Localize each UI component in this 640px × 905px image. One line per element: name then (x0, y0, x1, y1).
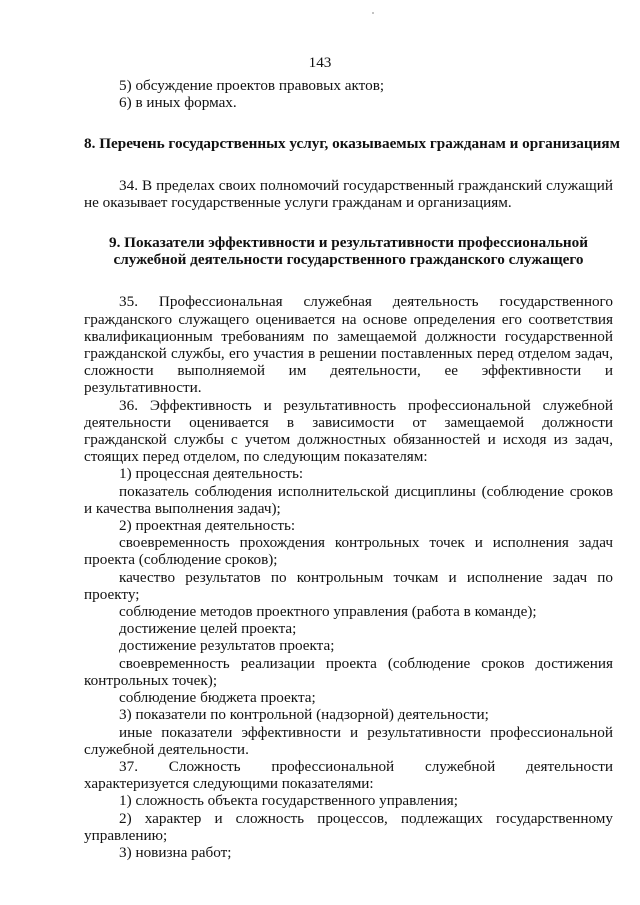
complexity-item-2: 2) характер и сложность процессов, подлежащих государственному управлению; (84, 809, 613, 844)
indicator-discipline: показатель соблюдения исполнительской дисциплины (соблюдение сроков и качества выполнения задач); (84, 482, 613, 517)
paragraph-35: 35. Профессиональная служебная деятельность государственного гражданского служащего оценивается на основе определения его соответствия квалификационным требованиям по замещаемой должности государственной гражданской службы, его участия в решении поставленных перед отделом задач, сложности выполняемой им деятельности, ее эффективности и результативности. (84, 293, 613, 397)
section-heading-9: 9. Показатели эффективности и результативности профессиональной служебной деятельности государственного гражданского служащего (108, 234, 588, 269)
indicator-budget: соблюдение бюджета проекта; (119, 689, 316, 707)
paragraph-34: 34. В пределах своих полномочий государственный гражданский служащий не оказывает государственные услуги гражданам и организациям. (84, 176, 613, 211)
list-item-5: 5) обсуждение проектов правовых актов; (119, 77, 385, 94)
complexity-item-3: 3) новизна работ; (119, 843, 232, 861)
section-heading-8: 8. Перечень государственных услуг, оказываемых гражданам и организациям (84, 135, 620, 153)
complexity-item-1: 1) сложность объекта государственного управления; (119, 792, 458, 810)
scan-speck (372, 12, 374, 14)
indicator-process: 1) процессная деятельность: (119, 465, 304, 483)
paragraph-36: 36. Эффективность и результативность профессиональной служебной деятельности оценивается в зависимости от замещаемой должности гражданской службы с учетом должностных обязанностей и исходя из задач, стоящих перед отделом, по следующим показателям: (84, 396, 613, 466)
page-body (84, 77, 620, 861)
list-item-6: 6) в иных формах. (119, 94, 237, 112)
indicator-other: иные показатели эффективности и результативности профессиональной служебной деятельности. (84, 723, 613, 758)
indicator-checkpoints: своевременность прохождения контрольных точек и исполнения задач проекта (соблюдение сроков); (84, 534, 613, 569)
indicator-results: достижение результатов проекта; (119, 637, 335, 655)
indicator-timeliness: своевременность реализации проекта (соблюдение сроков достижения контрольных точек); (84, 654, 613, 689)
indicator-goals: достижение целей проекта; (119, 620, 297, 638)
indicator-control: 3) показатели по контрольной (надзорной) деятельности; (119, 706, 489, 724)
indicator-project: 2) проектная деятельность: (119, 517, 296, 535)
paragraph-37: 37. Сложность профессиональной служебной деятельности характеризуется следующими показателями: (84, 757, 613, 793)
page-number: 143 (308, 54, 332, 71)
indicator-methods: соблюдение методов проектного управления (работа в команде); (119, 603, 537, 621)
indicator-quality: качество результатов по контрольным точкам и исполнение задач по проекту; (84, 568, 613, 603)
